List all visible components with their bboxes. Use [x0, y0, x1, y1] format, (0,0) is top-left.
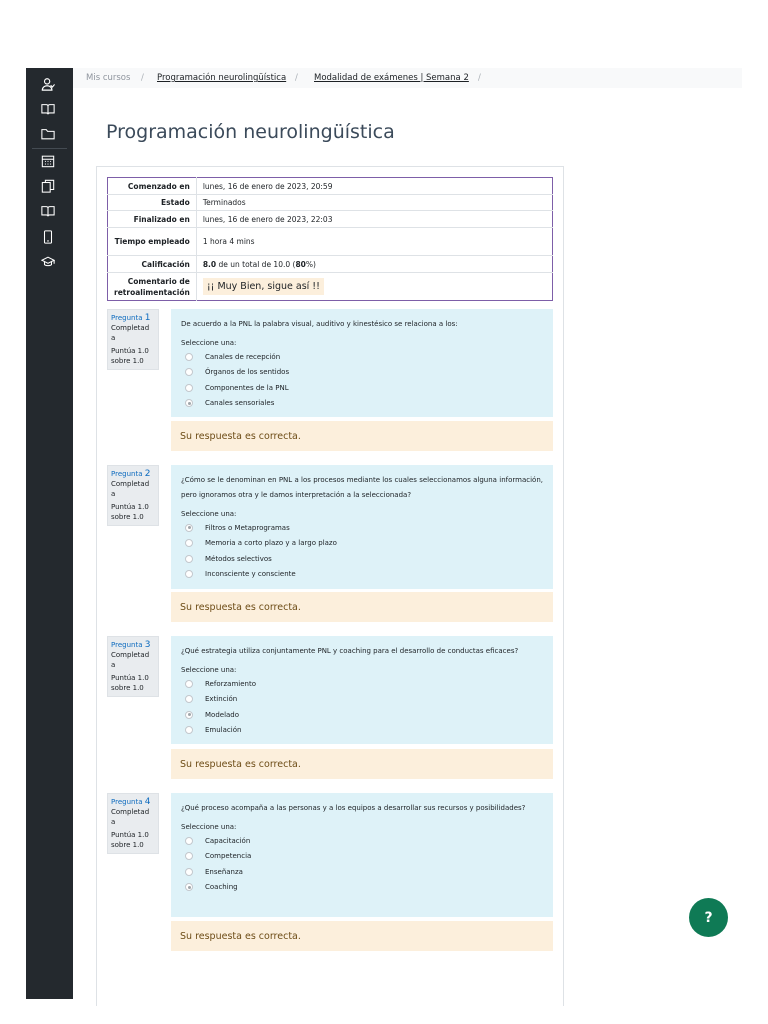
question-grade: Puntúa 1.0 sobre 1.0 [111, 347, 149, 365]
answer-label: Filtros o Metaprogramas [205, 523, 290, 532]
radio-button[interactable] [185, 368, 193, 376]
summary-row-feedback [108, 273, 553, 301]
answer-label: Coaching [205, 883, 238, 892]
answer-label: Componentes de la PNL [205, 383, 289, 392]
breadcrumb-separator: / [478, 73, 481, 83]
question-number [111, 640, 155, 650]
question-state: Completad a [111, 651, 150, 669]
summary-label: Comenzado en [108, 178, 197, 195]
summary-row-state [108, 195, 553, 211]
summary-row-started [108, 178, 553, 195]
question-state: Completad a [111, 480, 150, 498]
calendar-icon[interactable] [40, 154, 56, 168]
question-number [111, 797, 155, 807]
answer-option[interactable] [181, 551, 543, 567]
question-text: ¿Qué proceso acompaña a las personas y a los equipos a desarrollar sus recursos y posibilidades? [181, 804, 526, 812]
answer-label: Emulación [205, 726, 242, 735]
question-number-value: 3 [144, 640, 151, 650]
radio-button[interactable] [185, 353, 193, 361]
answer-option[interactable] [181, 723, 543, 739]
question-content [171, 465, 553, 589]
answer-label: Enseñanza [205, 867, 243, 876]
radio-button[interactable] [185, 868, 193, 876]
attempt-summary-table [107, 177, 553, 301]
answer-feedback: Su respuesta es correcta. [171, 749, 553, 779]
answer-option[interactable] [181, 365, 543, 381]
summary-value [196, 273, 552, 301]
overall-feedback: ¡¡ Muy Bien, sigue así !! [203, 278, 324, 295]
question-content [171, 309, 553, 417]
radio-button[interactable] [185, 695, 193, 703]
answer-label: Capacitación [205, 836, 251, 845]
answer-label: Canales sensoriales [205, 399, 275, 408]
question-number-value: 4 [144, 797, 151, 807]
question-number [111, 313, 155, 323]
answer-option[interactable] [181, 880, 543, 896]
summary-value: lunes, 16 de enero de 2023, 22:03 [196, 211, 552, 228]
answer-option[interactable] [181, 849, 543, 865]
users-icon[interactable] [40, 77, 56, 91]
radio-button-selected[interactable] [185, 524, 193, 532]
answer-label: Canales de recepción [205, 352, 281, 361]
summary-label: Estado [108, 195, 197, 211]
question-number-value: 2 [144, 469, 151, 479]
summary-value: 1 hora 4 mins [196, 228, 552, 256]
question-grade: Puntúa 1.0 sobre 1.0 [111, 831, 149, 849]
summary-label: Tiempo empleado [108, 228, 197, 256]
question-label: Pregunta [111, 470, 143, 478]
breadcrumb-separator: / [141, 73, 144, 83]
radio-button[interactable] [185, 539, 193, 547]
mobile-icon[interactable] [40, 230, 56, 244]
question-grade: Puntúa 1.0 sobre 1.0 [111, 503, 149, 521]
radio-button-selected[interactable] [185, 883, 193, 891]
question-prompt: Seleccione una: [181, 339, 237, 347]
breadcrumb-course[interactable]: Programación neurolingüística [157, 73, 287, 83]
radio-button[interactable] [185, 570, 193, 578]
answer-option[interactable] [181, 567, 543, 583]
answer-label: Modelado [205, 710, 240, 719]
question-info [107, 793, 159, 854]
radio-button[interactable] [185, 837, 193, 845]
answer-label: Inconsciente y consciente [205, 570, 296, 579]
answer-feedback: Su respuesta es correcta. [171, 421, 553, 451]
summary-row-grade [108, 256, 553, 273]
grade-text: de un total de 10.0 ( [216, 259, 296, 269]
radio-button-selected[interactable] [185, 399, 193, 407]
question-prompt: Seleccione una: [181, 510, 237, 518]
question-number [111, 469, 155, 479]
radio-button-selected[interactable] [185, 711, 193, 719]
answer-label: Órganos de los sentidos [205, 368, 290, 377]
book-icon[interactable] [40, 102, 56, 116]
summary-label: Calificación [108, 256, 197, 273]
radio-button[interactable] [185, 726, 193, 734]
summary-row-finished [108, 211, 553, 228]
grade-percent: 80 [295, 259, 306, 269]
answer-option[interactable] [181, 520, 543, 536]
breadcrumb-my-courses[interactable]: Mis cursos [86, 73, 131, 83]
left-sidebar [26, 68, 73, 999]
answer-label: Reforzamiento [205, 679, 256, 688]
question-label: Pregunta [111, 798, 143, 806]
answer-label: Extinción [205, 695, 238, 704]
answer-option[interactable] [181, 349, 543, 365]
question-content [171, 793, 553, 917]
question-info [107, 636, 159, 697]
question-info [107, 465, 159, 526]
breadcrumb [73, 68, 742, 88]
graduation-cap-icon[interactable] [40, 255, 56, 269]
answer-label: Métodos selectivos [205, 554, 272, 563]
question-text: ¿Cómo se le denominan en PNL a los procesos mediante los cuales seleccionamos alguna información, pero ignoramos otra y le damos interpretación a la seleccionada? [181, 476, 543, 499]
answer-option[interactable] [181, 676, 543, 692]
folder-icon[interactable] [40, 127, 56, 141]
summary-value: lunes, 16 de enero de 2023, 20:59 [196, 178, 552, 195]
answer-option[interactable] [181, 380, 543, 396]
question-content [171, 636, 553, 744]
answer-label: Memoria a corto plazo y a largo plazo [205, 539, 337, 548]
answer-option[interactable] [181, 692, 543, 708]
answer-option[interactable] [181, 864, 543, 880]
radio-button[interactable] [185, 555, 193, 563]
question-text: De acuerdo a la PNL la palabra visual, auditivo y kinestésico se relaciona a los: [181, 320, 458, 328]
answer-feedback: Su respuesta es correcta. [171, 592, 553, 622]
summary-label: Finalizado en [108, 211, 197, 228]
question-label: Pregunta [111, 314, 143, 322]
answer-feedback: Su respuesta es correcta. [171, 921, 553, 951]
question-info [107, 309, 159, 370]
question-prompt: Seleccione una: [181, 823, 237, 831]
sidebar-divider [32, 148, 67, 149]
answer-label: Competencia [205, 852, 252, 861]
answer-option[interactable] [181, 707, 543, 723]
answer-option[interactable] [181, 396, 543, 412]
help-button[interactable]: ? [689, 898, 728, 937]
answer-option[interactable] [181, 536, 543, 552]
grade-text-end: %) [305, 259, 316, 269]
grade-score: 8.0 [202, 259, 217, 269]
radio-button[interactable] [185, 384, 193, 392]
question-text: ¿Qué estrategia utiliza conjuntamente PNL y coaching para el desarrollo de conductas eficaces? [181, 647, 519, 655]
question-grade: Puntúa 1.0 sobre 1.0 [111, 674, 149, 692]
breadcrumb-separator: / [295, 73, 298, 83]
summary-value [196, 256, 552, 273]
summary-value: Terminados [196, 195, 552, 211]
radio-button[interactable] [185, 852, 193, 860]
question-number-value: 1 [144, 313, 151, 323]
answer-option[interactable] [181, 833, 543, 849]
question-state: Completad a [111, 808, 150, 826]
book-icon[interactable] [40, 204, 56, 218]
radio-button[interactable] [185, 680, 193, 688]
page-title: Programación neurolingüística [106, 121, 395, 143]
breadcrumb-section[interactable]: Modalidad de exámenes | Semana 2 [314, 73, 469, 83]
summary-label: Comentario de retroalimentación [108, 273, 197, 301]
question-state: Completad a [111, 324, 150, 342]
question-label: Pregunta [111, 641, 143, 649]
question-prompt: Seleccione una: [181, 666, 237, 674]
summary-row-time [108, 228, 553, 256]
copy-icon[interactable] [40, 179, 56, 193]
